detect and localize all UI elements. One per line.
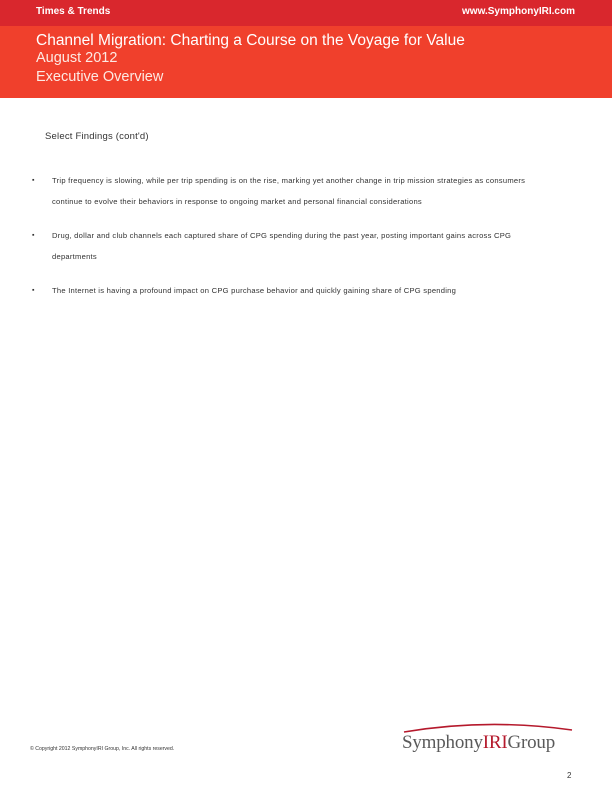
finding-text: Trip frequency is slowing, while per trip spending is on the rise, marking yet another change in trip mission strategies as consumers continue to evolve their behaviors in response to ongoing market and personal financial considerations: [52, 176, 526, 206]
document-date: August 2012: [36, 50, 118, 66]
top-bar: [0, 0, 612, 26]
page-number: 2: [567, 771, 572, 780]
finding-text: The Internet is having a profound impact on CPG purchase behavior and quickly gaining share of CPG spending: [52, 286, 457, 295]
list-item: [32, 225, 552, 267]
title-banner: [0, 26, 612, 98]
bullet-icon: ▪: [32, 287, 35, 294]
bullet-icon: ▪: [32, 232, 35, 239]
company-logo: [402, 720, 574, 756]
section-heading: Select Findings (cont'd): [45, 131, 149, 142]
copyright-notice: © Copyright 2012 SymphonyIRI Group, Inc. All rights reserved.: [30, 746, 175, 752]
publication-label: Times & Trends: [36, 6, 111, 17]
findings-list: [32, 170, 552, 314]
bullet-icon: ▪: [32, 177, 35, 184]
document-subtitle: Executive Overview: [36, 69, 164, 85]
document-title: Channel Migration: Charting a Course on the Voyage for Value: [36, 32, 465, 49]
finding-text: Drug, dollar and club channels each captured share of CPG spending during the past year, posting important gains across CPG departments: [52, 231, 512, 261]
website-link[interactable]: www.SymphonyIRI.com: [462, 6, 575, 17]
logo-wordmark: SymphonyIRIGroup: [402, 732, 556, 753]
list-item: [32, 170, 552, 212]
list-item: [32, 280, 552, 301]
